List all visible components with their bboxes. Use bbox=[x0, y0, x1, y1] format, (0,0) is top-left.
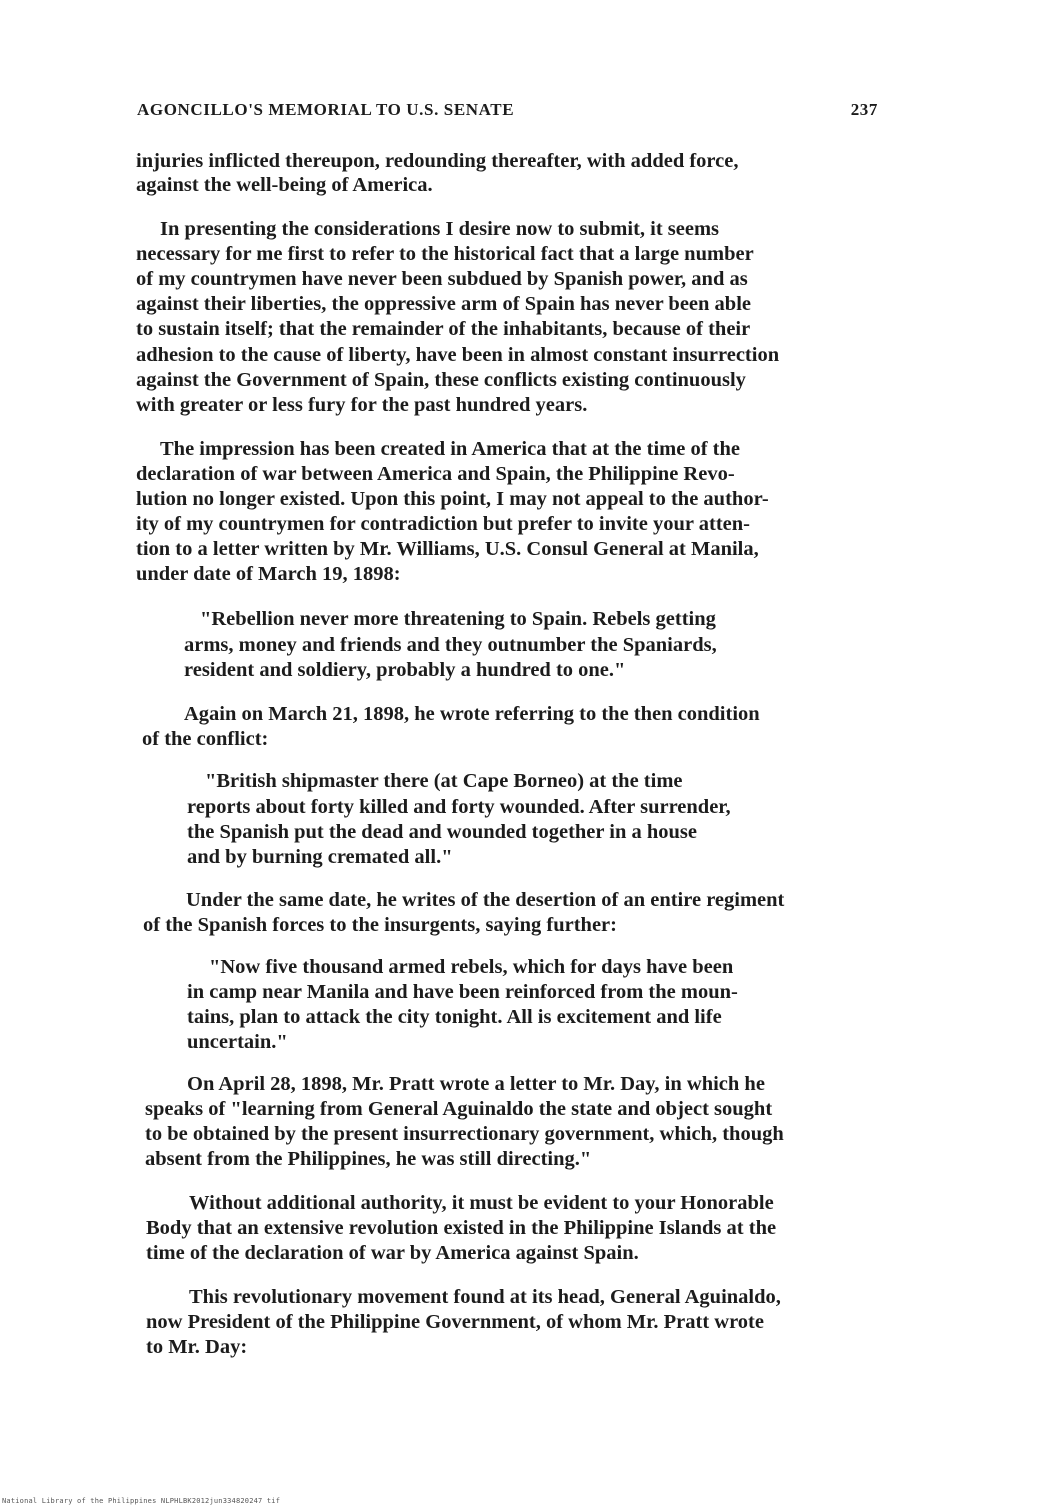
text-line: of the conflict: bbox=[142, 728, 269, 750]
text-line: to Mr. Day: bbox=[146, 1336, 248, 1358]
text-line: On April 28, 1898, Mr. Pratt wrote a letter to Mr. Day, in which he bbox=[187, 1073, 765, 1095]
quote-line: the Spanish put the dead and wounded together in a house bbox=[187, 821, 697, 843]
text-line: to be obtained by the present insurrectionary government, which, though bbox=[145, 1123, 784, 1145]
quote-line: resident and soldiery, probably a hundred to one." bbox=[184, 659, 626, 681]
text-line: Under the same date, he writes of the desertion of an entire regiment bbox=[186, 889, 785, 911]
text-line: Again on March 21, 1898, he wrote referring to the then condition bbox=[184, 703, 760, 725]
text-line: now President of the Philippine Government, of whom Mr. Pratt wrote bbox=[146, 1311, 764, 1333]
text-line: against the well-being of America. bbox=[136, 174, 433, 196]
text-line: to sustain itself; that the remainder of the inhabitants, because of their bbox=[136, 318, 751, 340]
text-line: time of the declaration of war by America against Spain. bbox=[146, 1242, 639, 1264]
text-line: Body that an extensive revolution existed in the Philippine Islands at the bbox=[146, 1217, 777, 1239]
text-line: lution no longer existed. Upon this point, I may not appeal to the author- bbox=[136, 488, 769, 510]
quote-line: in camp near Manila and have been reinforced from the moun- bbox=[187, 981, 738, 1003]
text-line: adhesion to the cause of liberty, have been in almost constant insurrection bbox=[136, 344, 780, 366]
quote-line: "Rebellion never more threatening to Spain. Rebels getting bbox=[200, 608, 716, 630]
quote-line: arms, money and friends and they outnumber the Spaniards, bbox=[184, 634, 717, 656]
text-line: with greater or less fury for the past hundred years. bbox=[136, 394, 588, 416]
text-line: tion to a letter written by Mr. Williams, U.S. Consul General at Manila, bbox=[136, 538, 759, 560]
text-line: necessary for me first to refer to the historical fact that a large number bbox=[136, 243, 754, 265]
quote-line: tains, plan to attack the city tonight. All is excitement and life bbox=[187, 1006, 722, 1028]
scan-footer: National Library of the Philippines NLPHLBK2012jun334820247 tif bbox=[2, 1497, 281, 1505]
text-line: against the Government of Spain, these conflicts existing continuously bbox=[136, 369, 746, 391]
quote-line: uncertain." bbox=[187, 1031, 288, 1053]
text-line: The impression has been created in America that at the time of the bbox=[160, 438, 741, 460]
running-header bbox=[137, 100, 878, 120]
quote-line: "British shipmaster there (at Cape Borneo) at the time bbox=[205, 770, 683, 792]
text-line: ity of my countrymen for contradiction but prefer to invite your atten- bbox=[136, 513, 750, 535]
text-line: of my countrymen have never been subdued by Spanish power, and as bbox=[136, 268, 748, 290]
quote-line: "Now five thousand armed rebels, which for days have been bbox=[209, 956, 734, 978]
running-title: AGONCILLO'S MEMORIAL TO U.S. SENATE bbox=[137, 100, 515, 119]
text-line: This revolutionary movement found at its head, General Aguinaldo, bbox=[189, 1286, 781, 1308]
text-line: In presenting the considerations I desire now to submit, it seems bbox=[160, 218, 720, 240]
text-line: against their liberties, the oppressive arm of Spain has never been able bbox=[136, 293, 751, 315]
text-line: of the Spanish forces to the insurgents, saying further: bbox=[143, 914, 617, 936]
page-number: 237 bbox=[850, 100, 878, 119]
text-line: absent from the Philippines, he was still directing." bbox=[145, 1148, 592, 1170]
text-line: Without additional authority, it must be evident to your Honorable bbox=[189, 1192, 774, 1214]
text-line: injuries inflicted thereupon, redounding thereafter, with added force, bbox=[136, 150, 739, 172]
quote-line: and by burning cremated all." bbox=[187, 846, 453, 868]
text-line: speaks of "learning from General Aguinaldo the state and object sought bbox=[145, 1098, 773, 1120]
text-line: under date of March 19, 1898: bbox=[136, 563, 401, 585]
quote-line: reports about forty killed and forty wounded. After surrender, bbox=[187, 796, 731, 818]
text-line: declaration of war between America and Spain, the Philippine Revo- bbox=[136, 463, 735, 485]
